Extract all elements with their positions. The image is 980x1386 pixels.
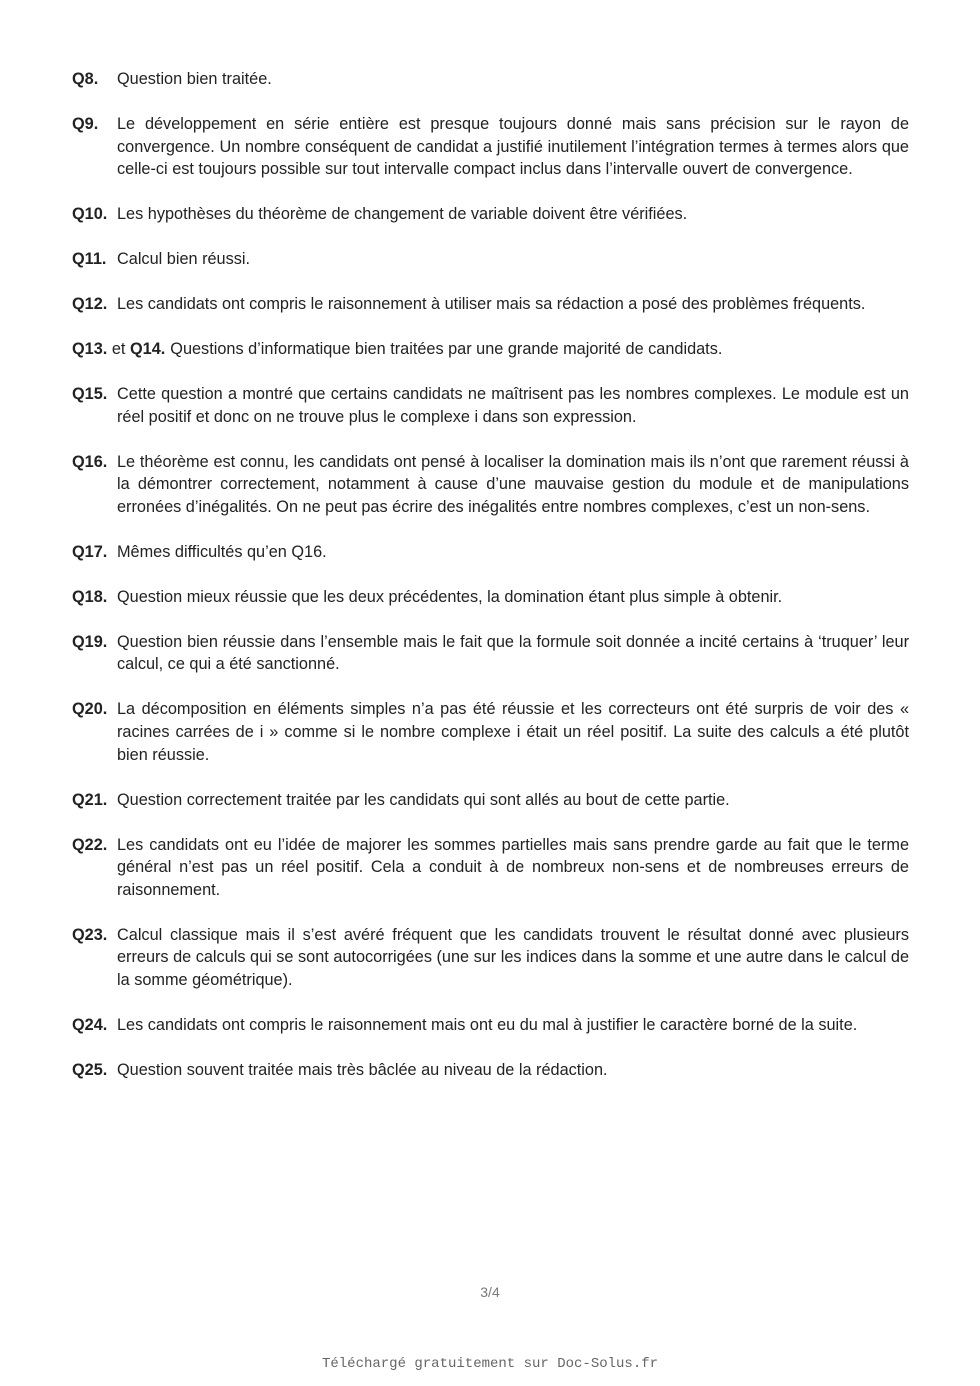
question-label: Q25. [72, 1060, 108, 1079]
question-comment: Les hypothèses du théorème de changement de variable doivent être vérifiées. [117, 205, 688, 224]
question-label-a: Q13. [72, 340, 108, 359]
list-item-q19 [72, 631, 909, 676]
list-item-q22 [72, 834, 909, 902]
question-label: Q8. [72, 70, 99, 88]
question-comment: Question bien réussie dans l’ensemble mais le fait que la formule soit donnée a incité certains à ‘truquer’ leur calcul, ce qui a été sanctionné. [117, 632, 909, 674]
question-label: Q9. [72, 114, 99, 133]
question-label [72, 338, 165, 361]
question-label: Q24. [72, 1015, 108, 1034]
question-label: Q17. [72, 542, 108, 561]
question-label: Q22. [72, 835, 108, 854]
question-comment: Question bien traitée. [117, 70, 272, 88]
question-label: Q19. [72, 632, 108, 651]
question-label-b: Q14. [129, 340, 166, 359]
list-item-q12 [72, 293, 909, 316]
question-label: Q18. [72, 587, 108, 606]
question-comment: Les candidats ont compris le raisonnement mais ont eu du mal à justifier le caractère borné de la suite. [117, 1015, 858, 1034]
question-label: Q15. [72, 385, 108, 404]
list-item-q25 [72, 1059, 909, 1082]
list-item-q16 [72, 451, 909, 519]
page-number: 3/4 [480, 1284, 500, 1300]
question-comment: Calcul classique mais il s’est avéré fréquent que les candidats trouvent le résultat donné avec plusieurs erreurs de calculs qui se sont autocorrigées (une sur les indices dans la somme et une autre dans le calcul de la somme géométrique). [117, 925, 909, 989]
question-comment: Question correctement traitée par les candidats qui sont allés au bout de cette partie. [117, 790, 730, 809]
list-item-q10 [72, 203, 909, 226]
list-item-q9 [72, 113, 909, 181]
question-comment: Calcul bien réussi. [117, 250, 251, 269]
question-comment: Les candidats ont eu l’idée de majorer les sommes partielles mais sans prendre garde au fait que le terme général n’est pas un réel positif. Cela a conduit à de nombreux non-sens et de nombreuses erreurs de raisonnement. [117, 835, 909, 899]
list-item-q18 [72, 586, 909, 609]
label-join: et [111, 340, 126, 359]
list-item-q17 [72, 541, 909, 564]
question-comment: Cette question a montré que certains candidats ne maîtrisent pas les nombres complexes. Le module est un réel positif et donc on ne trouve plus le complexe i dans son expression. [117, 385, 909, 426]
question-comment: Le théorème est connu, les candidats ont pensé à localiser la domination mais ils n’ont que rarement réussi à la démontrer correctement, notamment à cause d’une mauvaise gestion du module et de manipulations erronées d’inégalités. On ne peut pas écrire des inégalités entre nombres complexes, c’est un non-sens. [117, 452, 909, 516]
question-comment: Questions d’informatique bien traitées par une grande majorité de candidats. [170, 340, 723, 359]
list-item-q15 [72, 383, 909, 428]
download-footer: Téléchargé gratuitement sur Doc-Solus.fr [321, 1356, 659, 1372]
question-label: Q21. [72, 790, 108, 809]
list-item-q21 [72, 789, 909, 812]
question-label: Q20. [72, 700, 108, 719]
question-comment: La décomposition en éléments simples n’a pas été réussie et les correcteurs ont été surpris de voir des « racines carrées de i » comme si le nombre complexe i était un réel positif. La suite des calculs a été plutôt bien réussie. [117, 700, 909, 764]
list-item-q23 [72, 924, 909, 992]
question-list [72, 68, 909, 1104]
question-comment: Mêmes difficultés qu’en Q16. [117, 542, 327, 561]
list-item-q11 [72, 248, 909, 271]
list-item-q20 [72, 698, 909, 766]
list-item-q13-q14 [72, 338, 909, 361]
question-comment: Les candidats ont compris le raisonnement à utiliser mais sa rédaction a posé des problèmes fréquents. [117, 295, 866, 314]
question-label: Q11. [72, 250, 107, 269]
question-label: Q23. [72, 925, 108, 944]
question-comment: Le développement en série entière est presque toujours donné mais sans précision sur le rayon de convergence. Un nombre conséquent de candidat a justifié inutilement l’intégration termes à termes alors que celle-ci est toujours possible sur tout intervalle compact inclus dans l’intervalle ouvert de convergence. [117, 114, 909, 179]
list-item-q24 [72, 1014, 909, 1037]
question-label: Q12. [72, 295, 108, 314]
question-comment: Question mieux réussie que les deux précédentes, la domination étant plus simple à obtenir. [117, 587, 783, 606]
question-comment: Question souvent traitée mais très bâclée au niveau de la rédaction. [117, 1060, 608, 1079]
list-item-q8 [72, 68, 909, 91]
question-label: Q16. [72, 452, 108, 471]
question-label: Q10. [72, 205, 108, 224]
